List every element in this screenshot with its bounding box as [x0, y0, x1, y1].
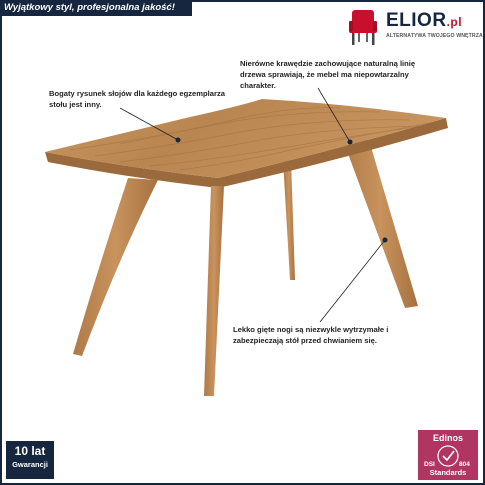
- edinos-standard: Standards: [429, 468, 467, 477]
- edinos-badge: [418, 430, 478, 480]
- warranty-years: 10 lat: [14, 444, 46, 458]
- warranty-badge: [6, 441, 54, 479]
- brand-tld: .pl: [446, 15, 463, 29]
- callout-wood-grain: Bogaty rysunek słojów dla każdego egzemplarza stołu jest inny.: [49, 89, 225, 109]
- brand-name: ELIOR.pl: [386, 10, 463, 31]
- edinos-name: Edinos: [432, 433, 463, 443]
- edinos-icon-text-left: DSI: [424, 461, 435, 468]
- brand-tagline: ALTERNATYWA TWOJEGO WNĘTRZA: [386, 33, 483, 39]
- standards-certificate-icon: [423, 444, 473, 468]
- callout-curved-legs: Lekko gięte nogi są niezwykle wytrzymałe i zabezpieczają stół przed chwianiem się.: [233, 325, 389, 345]
- edinos-icon-text-right: 804: [459, 461, 470, 468]
- promo-ribbon-text: Wyjątkowy styl, profesjonalna jakość!: [4, 2, 175, 13]
- callout-natural-edges: Nierówne krawędzie zachowujące naturalną linię drzewa sprawiają, że mebel ma niepowtarzalny charakter.: [240, 59, 416, 90]
- warranty-label: Gwarancji: [12, 460, 48, 469]
